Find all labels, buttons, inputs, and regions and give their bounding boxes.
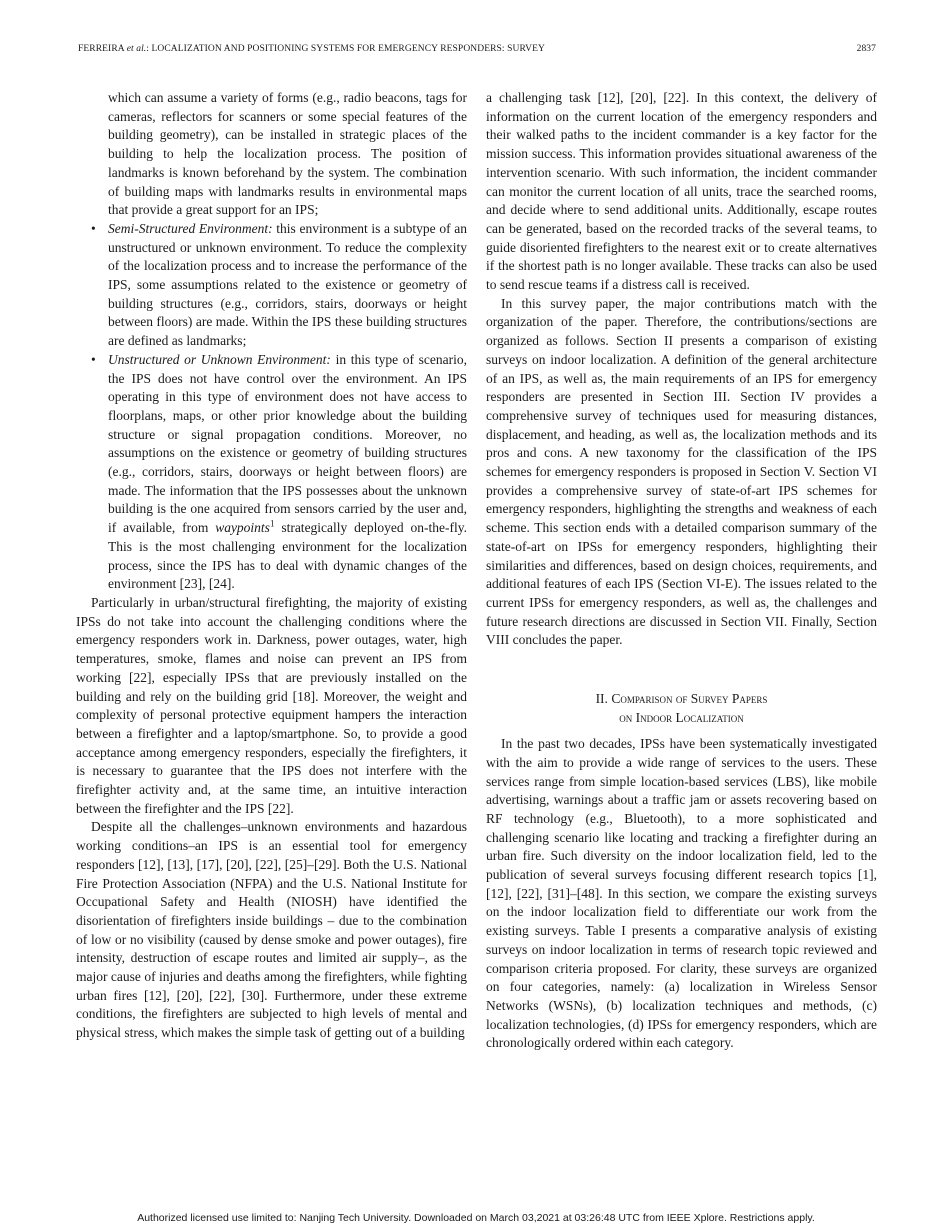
license-footer: Authorized licensed use limited to: Nanjing Tech University. Downloaded on March 03,2021 at 03:26:48 UTC from IEEE Xplore. Restrictions apply. xyxy=(137,1212,815,1224)
header-et-al: et al. xyxy=(126,44,147,54)
header-paper-title: : LOCALIZATION AND POSITIONING SYSTEMS FOR EMERGENCY RESPONDERS: SURVEY xyxy=(146,44,545,54)
running-header xyxy=(78,44,876,58)
text-unstructured-a: in this type of scenario, the IPS does not have control over the environment. An IPS operating in this type of environment does not have access to floorplans, maps, or other prior knowledge about the building structure or signal propagation conditions. Moreover, no assumptions on the existence or geometry of building structures (e.g., corridors, stairs, doorways or height between floors) are made. The information that the IPS possesses about the unknown building is the one acquired from sensors carried by the user and, if available, from xyxy=(108,351,467,536)
header-authors: FERREIRA xyxy=(78,44,127,54)
paragraph-firefighting: Particularly in urban/structural firefighting, the majority of existing IPSs do not take into account the challenging conditions where the emergency responders work in. Darkness, power outages, water, high temperatures, smoke, flames and noise can prevent an IPS from working [22], especially IPSs that are previously installed on the building and rely on the building grid [18]. Moreover, the weight and complexity of personal protective equipment hampers the interaction between a firefighter and a laptop/smartphone. So, to provide a good acceptance among emergency responders, especially the firefighters, it is necessary to guarantee that the IPS does not interfere with the firefighter activity and, at the same time, an intuitive interaction between the firefighter and the IPS [22]. xyxy=(76,594,467,816)
list-item-semi-structured xyxy=(108,220,467,351)
landmarks-continuation-paragraph: which can assume a variety of forms (e.g., radio beacons, tags for cameras, reflectors for scanners or some special features of the building geometry), can be installed in strategic places of the building to help the localization process. The position of landmarks is known beforehand by the system. The combination of building maps with landmarks results in environmental maps that provide a great support for an IPS; xyxy=(108,90,467,218)
section-title-line1: Comparison of Survey Papers xyxy=(611,691,768,707)
section-number: II. xyxy=(595,691,608,707)
paragraph-section2: In the past two decades, IPSs have been systematically investigated with the aim to provide a wide range of services to the users. These services range from simple location-based services (LBS), like mobile advertising, warnings about a traffic jam or assets recovering based on RF technology (e.g., Bluetooth), to a more sophisticated and challenging scenario like locating and tracking a firefighter during an urban fire. Such diversity on the indoor localization field, led to the publication of several surveys focusing different research topics [1], [12], [22], [31]–[48]. In this section, we compare the existing surveys on the indoor localization field to differentiate our work from the existing surveys. Table I presents a comparative analysis of existing surveys on indoor localization in terms of research topic reviewed and comparison criteria proposed. For clarity, these surveys are organized on four categories, namely: (a) localization in Wireless Sensor Networks (WSNs), (b) localization techniques and methods, (c) localization technologies, (d) IPSs for emergency responders, which are chronologically ordered within each category. xyxy=(486,736,877,1051)
term-unstructured: Unstructured or Unknown Environment: xyxy=(108,351,331,367)
text-semi-structured: this environment is a subtype of an unstructured or unknown environment. To reduce the complexity of the localization process and to increase the performance of the IPS, some assumptions related to the existence or geometry of building structures (e.g., corridors, stairs, doorways or height between floors) are made. Within the IPS these building structures are defined as landmarks; xyxy=(108,220,467,349)
environment-type-list xyxy=(76,220,467,594)
left-column xyxy=(76,89,467,1043)
term-waypoints: waypoints xyxy=(215,520,270,536)
right-column xyxy=(486,89,877,1053)
header-title xyxy=(78,44,545,54)
term-semi-structured: Semi-Structured Environment: xyxy=(108,220,273,236)
paragraph-contributions: In this survey paper, the major contributions match with the organization of the paper. Therefore, the contributions/sections are organized as follows. Section II presents a comparison of existing surveys on indoor localization. A definition of the general architecture of an IPS, as well as, the main requirements of an IPS for emergency responders are presented in Section III. Section IV provides a comprehensive survey of techniques used for measuring distances, displacement, and heading, as well as, the localization methods and its pros and cons. A new taxonomy for the classification of the IPS schemes for emergency responders is proposed in Section V. Section VI provides a comprehensive survey of state-of-art IPS schemes for emergency responders, highlighting the strengths and weakness of each scheme. This section ends with a detailed comparison summary of the state-of-art on IPSs for emergency responders, highlighting their similarities and differences, based on design choices, requirements, and additional features of each IPS (Section VI-E). The issues related to the current IPSs for emergency responders, as well as, the challenges and future research directions are discussed in Section VII. Finally, Section VIII concludes the paper. xyxy=(486,295,877,648)
footnote-mark[interactable]: 1 xyxy=(269,518,275,529)
section-title-line2: on Indoor Localization xyxy=(619,709,744,725)
paragraph-challenges: Despite all the challenges–unknown environments and hazardous working conditions–an IPS is an essential tool for emergency responders [12], [13], [17], [20], [22], [25]–[29]. Both the U.S. National Fire Protection Association (NFPA) and the U.S. National Institute for Occupational Safety and Health (NIOSH) have identified the disorientation of firefighters inside buildings – due to the combination of low or no visibility (caused by dense smoke and power outages), fire intensity, destruction of escape routes and limited air supply–, as the major cause of injuries and deaths among the firefighters, while fighting urban fires [12], [20], [22], [30]. Furthermore, under these extreme conditions, the firefighters are subjected to high levels of mental and physical stress, which makes the simple task of getting out of a building xyxy=(76,819,467,1041)
section-heading xyxy=(486,690,877,727)
list-item-unstructured xyxy=(108,351,467,594)
paragraph-situational-awareness: a challenging task [12], [20], [22]. In this context, the delivery of information on the current location of the emergency responders and their walked paths to the incident commander is a key factor for the mission success. This information provides situational awareness of the intervention scenario. With such information, the incident commander can monitor the current location of all units, trace the searched rooms, and decide where to send additional units. Additionally, escape routes can be generated, based on the recorded tracks of the several teams, to guide disoriented firefighters to the nearest exit or to create alternatives if the shortest path is no longer available. These tracks can also be used to send rescue teams if a distress call is received. xyxy=(486,90,877,293)
page-number: 2837 xyxy=(856,44,876,54)
text-unstructured-b: strategically deployed on-the-fly. This is the most challenging environment for the localization process, since the IPS has to deal with dynamic changes of the environment [23], [24]. xyxy=(108,520,467,592)
